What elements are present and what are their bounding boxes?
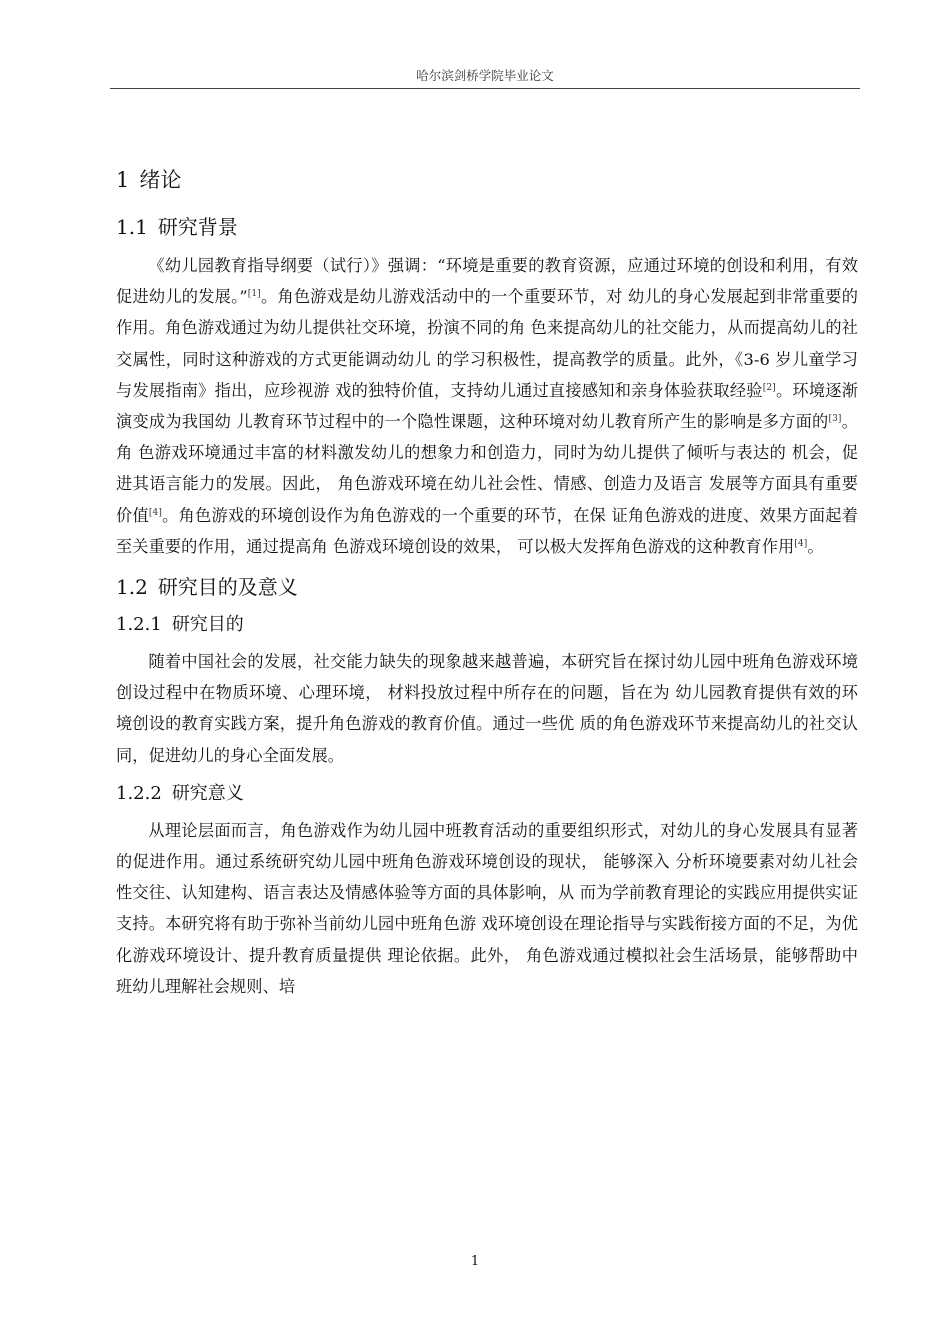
- text-run: 。角 色游戏环境通过丰富的材料激发幼儿的想象力和创造力，同时为幼儿提供了倾听与表达的 机会，促进其语言能力的发展。因此， 角色游戏环境在幼儿社会性、情感、创造力及语言 发展等方面具有重要价值: [116, 412, 858, 525]
- header-divider: [110, 88, 860, 89]
- section-heading-1-2-2: [116, 779, 858, 809]
- section-title: 研究意义: [171, 782, 244, 804]
- section-number: 1: [116, 168, 130, 192]
- page-body: [116, 160, 858, 1010]
- section-number: 1.2.1: [116, 614, 162, 636]
- citation-ref: [2]: [762, 382, 776, 393]
- section-heading-1: [116, 160, 858, 200]
- paragraph-purpose: 随着中国社会的发展，社交能力缺失的现象越来越普遍，本研究旨在探讨幼儿园中班角色游戏环境创设过程中在物质环境、心理环境， 材料投放过程中所存在的问题，旨在为 幼儿园教育提供有效的环境创设的教育实践方案，提升角色游戏的教育价值。通过一些优 质的角色游戏环节来提高幼儿的社交认同，促进幼儿的身心全面发展。: [116, 652, 858, 765]
- citation-ref: [4]: [148, 507, 162, 518]
- citation-ref: [3]: [828, 414, 842, 425]
- page-number: 1: [470, 1254, 480, 1269]
- running-header: 哈尔滨剑桥学院毕业论文: [416, 68, 554, 83]
- paragraph-significance: 从理论层面而言，角色游戏作为幼儿园中班教育活动的重要组织形式，对幼儿的身心发展具有显著的促进作用。通过系统研究幼儿园中班角色游戏环境创设的现状， 能够深入 分析环境要素对幼儿社会性交往、认知建构、语言表达及情感体验等方面的具体影响，从 而为学前教育理论的实践应用提供实证支持。本研究将有助于弥补当前幼儿园中班角色游 戏环境创设在理论指导与实践衔接方面的不足，为优化游戏环境设计、提升教育质量提供 理论依据。此外， 角色游戏通过模拟社会生活场景，能够帮助中班幼儿理解社会规则、培: [116, 820, 858, 996]
- text-run: 。环境逐渐演变成为我国幼 儿教育环节过程中的一个隐性课题，这种环境对幼儿教育所产生的影响是多方面的: [116, 380, 858, 432]
- section-heading-1-2: [116, 570, 858, 604]
- section-title: 研究目的及意义: [157, 575, 298, 600]
- section-title: 研究目的: [171, 614, 244, 636]
- paragraph-background: [116, 250, 858, 562]
- text-run: 。角色游戏是幼儿游戏活动中的一个重要环节，对 幼儿的身心发展起到非常重要的作用。角色游戏通过为幼儿提供社交环境，扮演不同的角 色来提高幼儿的社交能力，从而提高幼儿的社交属性，同时这种游戏的方式更能调动幼儿 的学习积极性，提高教学的质量。此外，《3-6 岁儿童学习与发展指南》指出，应珍视游 戏的独特价值，支持幼儿通过直接感知和亲身体验获取经验: [116, 287, 858, 400]
- section-heading-1-1: [116, 210, 858, 244]
- section-heading-1-2-1: [116, 610, 858, 640]
- section-number: 1.2.2: [116, 782, 162, 804]
- section-title: 绪论: [139, 168, 182, 192]
- section-number: 1.1: [116, 215, 148, 239]
- text-run: 《幼儿园教育指导纲要（试行）》强调：“环境是重要的教育资源，应通过环境的创设和利用，有效促进幼儿的发展。”: [116, 256, 858, 307]
- citation-ref: [4]: [794, 538, 808, 549]
- text-run: 。: [807, 536, 824, 556]
- citation-ref: [1]: [247, 289, 261, 300]
- section-number: 1.2: [116, 575, 148, 600]
- text-run: 。角色游戏的环境创设作为角色游戏的一个重要的环节，在保 证角色游戏的进度、效果方面起着至关重要的作用，通过提高角 色游戏环境创设的效果， 可以极大发挥角色游戏的这种教育作用: [116, 505, 858, 556]
- section-title: 研究背景: [157, 215, 238, 239]
